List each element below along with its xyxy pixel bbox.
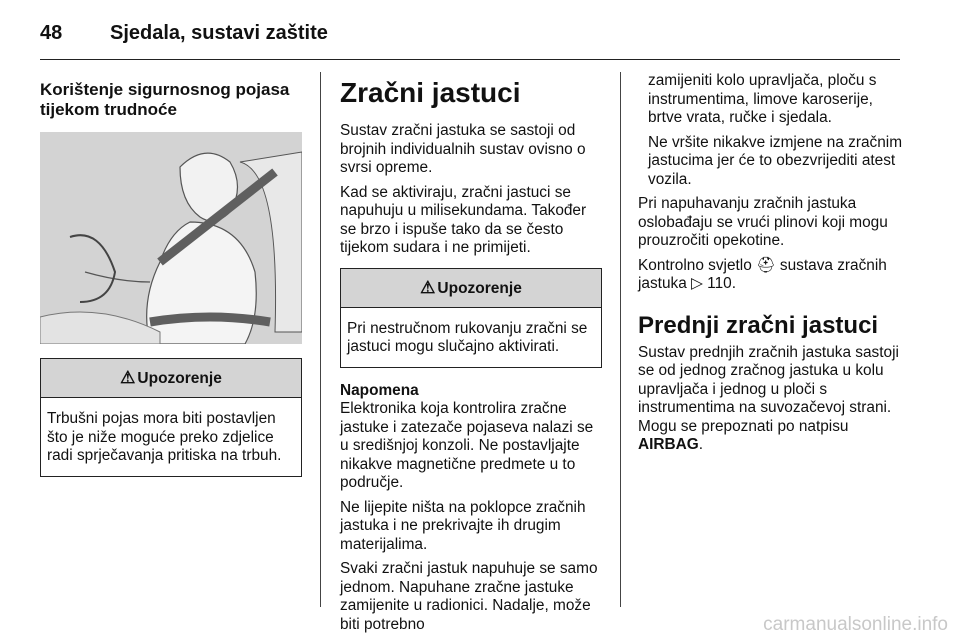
paragraph: Sustav zračni jastuka se sastoji od brojnih individualnih sustav ovisno o svrsi opreme. (340, 122, 586, 176)
pregnant-woman-seatbelt-illustration (40, 132, 302, 344)
warning-title: Upozorenje (137, 370, 222, 387)
page-header (40, 22, 328, 45)
paragraph: zamijeniti kolo upravljača, ploču s instrumentima, limove karoserije, brtve vrata, ručke i sjedala. (648, 72, 877, 126)
column-1 (40, 72, 302, 487)
page-reference-arrow-icon: ▷ (691, 275, 703, 292)
note-title: Napomena (340, 381, 419, 399)
paragraph: Ne vršite nikakve izmjene na zračnim jastucima jer će to obezvrijediti atest vozila. (648, 133, 903, 188)
text: sustava zračnih jastuka (638, 256, 887, 292)
text: . (698, 436, 703, 453)
column-2 (340, 72, 602, 640)
airbag-warning-icon: ⛑ (756, 256, 776, 274)
paragraph-indicator (638, 257, 908, 294)
paragraph: Pri napuhavanju zračnih jastuka oslobađaju se vrući plinovi koji mogu prouzročiti opekotine. (638, 195, 888, 249)
page-number: 48 (40, 22, 63, 44)
warning-header (341, 269, 601, 308)
warning-title: Upozorenje (437, 279, 522, 297)
note-paragraph: Svaki zračni jastuk napuhuje se samo jednom. Napuhane zračne jastuke zamijenite u radionici. Nadalje, može biti potrebno (340, 560, 598, 633)
column-divider-2 (620, 72, 621, 607)
watermark: carmanualsonline.info (763, 614, 948, 635)
column-3 (638, 72, 908, 461)
paragraph: Kad se aktiviraju, zračni jastuci se napuhuju u milisekundama. Također se brzo i ispuše tako da se često tijekom sudara i ne primijeti. (340, 183, 587, 256)
warning-triangle-icon: ⚠ (420, 277, 436, 297)
section-heading-airbags: Zračni jastuci (340, 77, 521, 108)
warning-text: Trbušni pojas mora biti postavljen što je niže moguće preko zdjelice radi sprječavanja pritiska na trbuh. (47, 410, 282, 464)
page-reference[interactable]: 110. (707, 275, 736, 292)
paragraph (638, 344, 908, 455)
warning-header (41, 359, 301, 398)
header-rule (40, 59, 900, 60)
warning-triangle-icon: ⚠ (120, 368, 136, 387)
note-paragraph: Elektronika koja kontrolira zračne jastuke i zatezače pojaseva nalazi se u središnjoj konzoli. Ne postavljajte nikakve magnetične predmete u to područje. (340, 400, 594, 491)
text: Kontrolno svjetlo (638, 256, 752, 274)
section-heading-pregnancy: Korištenje sigurnosnog pojasa tijekom trudnoće (40, 80, 290, 119)
illustration-drawing (40, 132, 302, 344)
column-divider-1 (320, 72, 321, 607)
section-heading-front-airbags: Prednji zračni jastuci (638, 311, 879, 339)
airbag-label: AIRBAG (638, 436, 699, 453)
text: Sustav prednjih zračnih jastuka sastoji se od jednog zračnog jastuka u kolu upravljača i jednog u ploči s instrumentima na suvozačevoj strani. Mogu se prepoznati po natpisu (638, 343, 899, 435)
page-title: Sjedala, sustavi zaštite (110, 22, 328, 44)
warning-box-belt (40, 358, 302, 477)
warning-box-airbag (340, 268, 602, 368)
warning-text: Pri nestručnom rukovanju zračni se jastuci mogu slučajno aktivirati. (347, 319, 588, 355)
note-paragraph: Ne lijepite ništa na poklopce zračnih jastuka i ne prekrivajte ih drugim materijalima. (340, 498, 586, 553)
